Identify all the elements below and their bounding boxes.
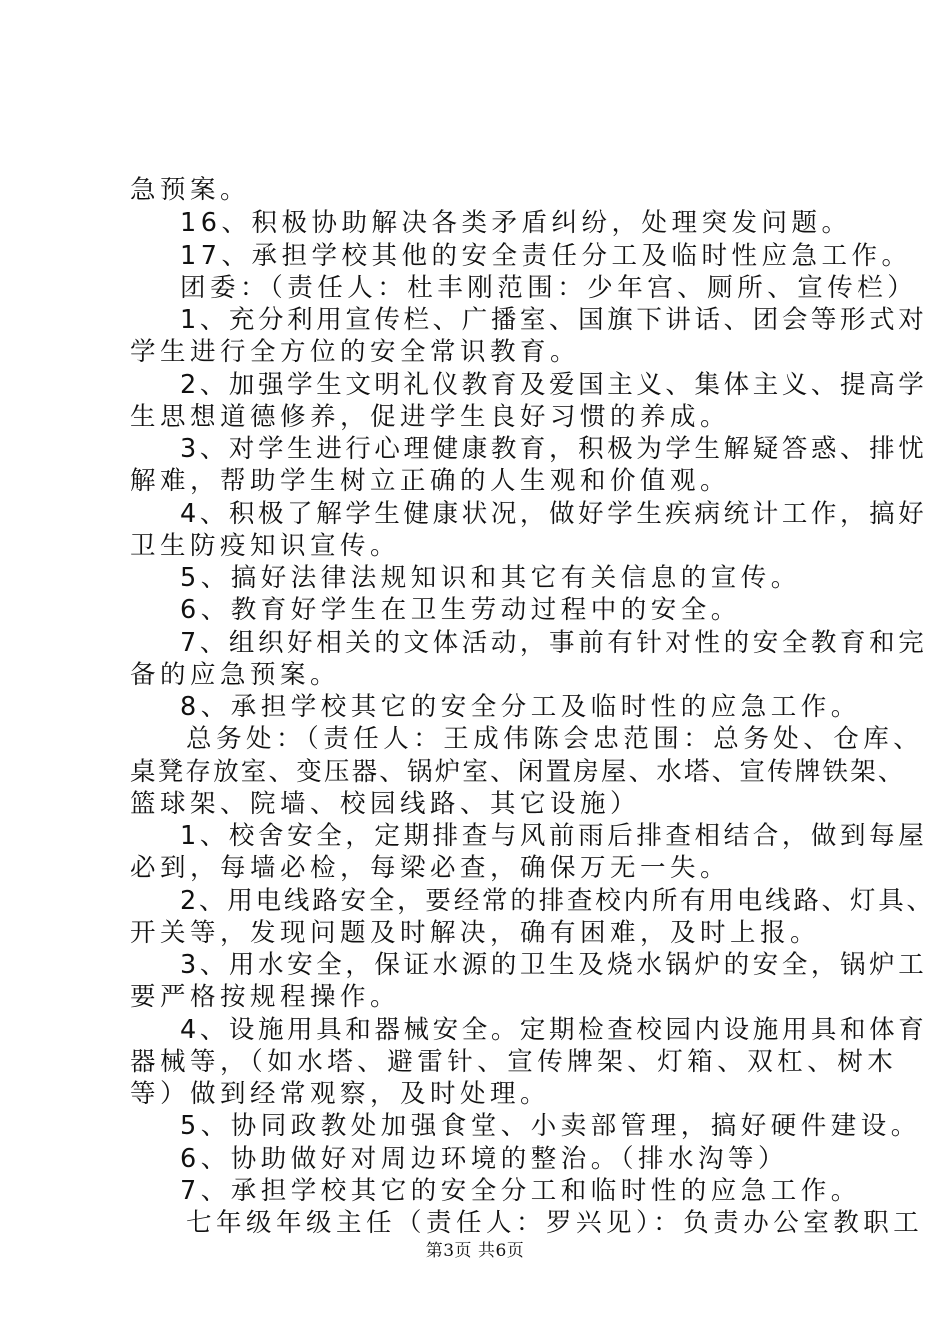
text-line: 1、充分利用宣传栏、广播室、国旗下讲话、团会等形式对 <box>180 305 928 335</box>
page-number-footer: 第3页 共6页 <box>425 1241 525 1261</box>
text-line: 6、教育好学生在卫生劳动过程中的安全。 <box>180 595 741 625</box>
text-line: 卫生防疫知识宣传。 <box>130 531 401 561</box>
text-line: 学生进行全方位的安全常识教育。 <box>130 337 581 367</box>
section-heading: 七年级年级主任（责任人：罗兴见）：负责办公室教职工 <box>186 1208 924 1238</box>
text-line: 17、承担学校其他的安全责任分工及临时性应急工作。 <box>180 241 912 271</box>
text-line: 等）做到经常观察，及时处理。 <box>130 1079 551 1109</box>
text-line: 解难，帮助学生树立正确的人生观和价值观。 <box>130 466 731 496</box>
text-line: 4、积极了解学生健康状况，做好学生疾病统计工作，搞好 <box>180 499 928 529</box>
text-line: 5、协同政教处加强食堂、小卖部管理，搞好硬件建设。 <box>180 1111 921 1141</box>
text-line: 要严格按规程操作。 <box>130 982 401 1012</box>
text-line: 4、设施用具和器械安全。定期检查校园内设施用具和体育 <box>180 1015 928 1045</box>
text-line: 3、用水安全，保证水源的卫生及烧水锅炉的安全，锅炉工 <box>180 950 928 980</box>
section-heading: 团委：（责任人：杜丰刚范围：少年宫、厕所、宣传栏） <box>180 273 918 303</box>
text-line: 必到，每墙必检，每梁必查，确保万无一失。 <box>130 853 731 883</box>
text-line: 16、积极协助解决各类矛盾纠纷，处理突发问题。 <box>180 208 852 238</box>
text-line: 3、对学生进行心理健康教育，积极为学生解疑答惑、排忧 <box>180 434 928 464</box>
text-line: 7、承担学校其它的安全分工和临时性的应急工作。 <box>180 1176 861 1206</box>
text-line: 急预案。 <box>130 175 251 205</box>
text-line: 生思想道德修养，促进学生良好习惯的养成。 <box>130 402 731 432</box>
text-line: 备的应急预案。 <box>130 660 341 690</box>
text-line: 2、用电线路安全，要经常的排查校内所有用电线路、灯具、 <box>180 886 935 916</box>
text-line: 篮球架、院墙、校园线路、其它设施） <box>130 789 641 819</box>
text-line: 开关等，发现问题及时解决，确有困难，及时上报。 <box>130 918 821 948</box>
section-heading: 总务处：（责任人：王成伟陈会忠范围：总务处、仓库、 <box>186 724 924 754</box>
text-line: 8、承担学校其它的安全分工及临时性的应急工作。 <box>180 692 861 722</box>
text-line: 1、校舍安全，定期排查与风前雨后排查相结合，做到每屋 <box>180 821 928 851</box>
text-line: 器械等，（如水塔、避雷针、宣传牌架、灯箱、双杠、树木 <box>130 1047 898 1077</box>
text-line: 桌凳存放室、变压器、锅炉室、闲置房屋、水塔、宣传牌铁架、 <box>130 757 906 787</box>
text-line: 7、组织好相关的文体活动，事前有针对性的安全教育和完 <box>180 628 928 658</box>
text-line: 5、搞好法律法规知识和其它有关信息的宣传。 <box>180 563 801 593</box>
text-line: 6、协助做好对周边环境的整治。（排水沟等） <box>180 1144 788 1174</box>
text-line: 2、加强学生文明礼仪教育及爱国主义、集体主义、提高学 <box>180 370 928 400</box>
